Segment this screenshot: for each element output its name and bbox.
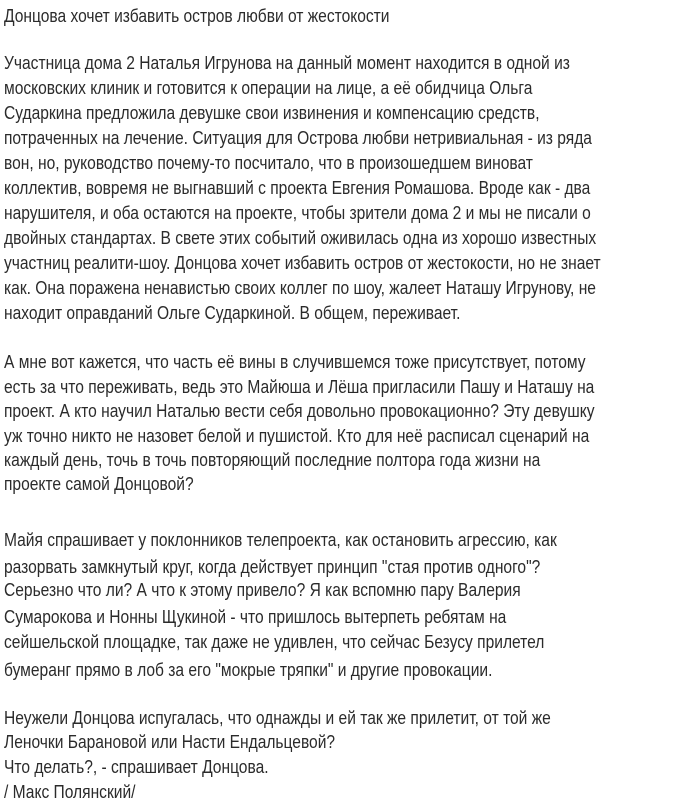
text-line: проект. А кто научил Наталью вести себя довольно провокационно? Эту девушку [4, 401, 595, 421]
text-line: Что делать?, - спрашивает Донцова. [4, 757, 269, 777]
text-line: бумеранг прямо в лоб за его "мокрые тряпки" и другие провокации. [4, 660, 493, 680]
text-line: Леночки Барановой или Насти Ендальцевой? [4, 732, 336, 752]
text-line: как. Она поражена ненавистью своих коллег по шоу, жалеет Наташу Игрунову, не [4, 278, 596, 298]
text-line: есть за что переживать, ведь это Майюша и Лёша пригласили Пашу и Наташу на [4, 377, 595, 397]
text-line: вон, но, руководство почему-то посчитало, что в произошедшем виноват [4, 153, 533, 173]
text-line: коллектив, вовремя не выгнавший с проекта Евгения Ромашова. Вроде как - два [4, 178, 591, 198]
text-line: проекте самой Донцовой? [4, 474, 194, 494]
text-line: находит оправданий Ольге Сударкиной. В общем, переживает. [4, 303, 461, 323]
text-line: Участница дома 2 Наталья Игрунова на данный момент находится в одной из [4, 53, 570, 73]
text-line: московских клиник и готовится к операции на лице, а её обидчица Ольга [4, 78, 533, 98]
text-line: Неужели Донцова испугалась, что однажды и ей так же прилетит, от той же [4, 708, 551, 728]
text-line: каждый день, точь в точь повторяющий последние полтора года жизни на [4, 450, 541, 470]
text-line: участниц реалити-шоу. Донцова хочет избавить остров от жестокости, но не знает [4, 253, 601, 273]
text-line: двойных стандартах. В свете этих событий оживилась одна из хорошо известных [4, 228, 597, 248]
text-line: Сумарокова и Нонны Щукиной - что пришлось вытерпеть ребятам на [4, 607, 507, 627]
text-line: сейшельской площадке, так даже не удивлен, что сейчас Безусу прилетел [4, 632, 545, 652]
text-line: нарушителя, и оба остаются на проекте, чтобы зрители дома 2 и мы не писали о [4, 203, 591, 223]
text-line: разорвать замкнутый круг, когда действует принцип "стая против одного"? [4, 557, 541, 577]
text-line: потраченных на лечение. Ситуация для Острова любви нетривиальная - из ряда [4, 128, 592, 148]
text-line: уж точно никто не назовет белой и пушистой. Кто для неё расписал сценарий на [4, 426, 590, 446]
article-title: Донцова хочет избавить остров любви от жестокости [4, 6, 390, 26]
text-line: Сударкина предложила девушке свои извинения и компенсацию средств, [4, 103, 540, 123]
text-line: Серьезно что ли? А что к этому привело? Я как вспомню пару Валерия [4, 580, 521, 600]
text-line: А мне вот кажется, что часть её вины в случившемся тоже присутствует, потому [4, 352, 586, 372]
text-line: Майя спрашивает у поклонников телепроекта, как остановить агрессию, как [4, 530, 557, 550]
author-signature: / Макс Полянский/ [4, 782, 136, 802]
